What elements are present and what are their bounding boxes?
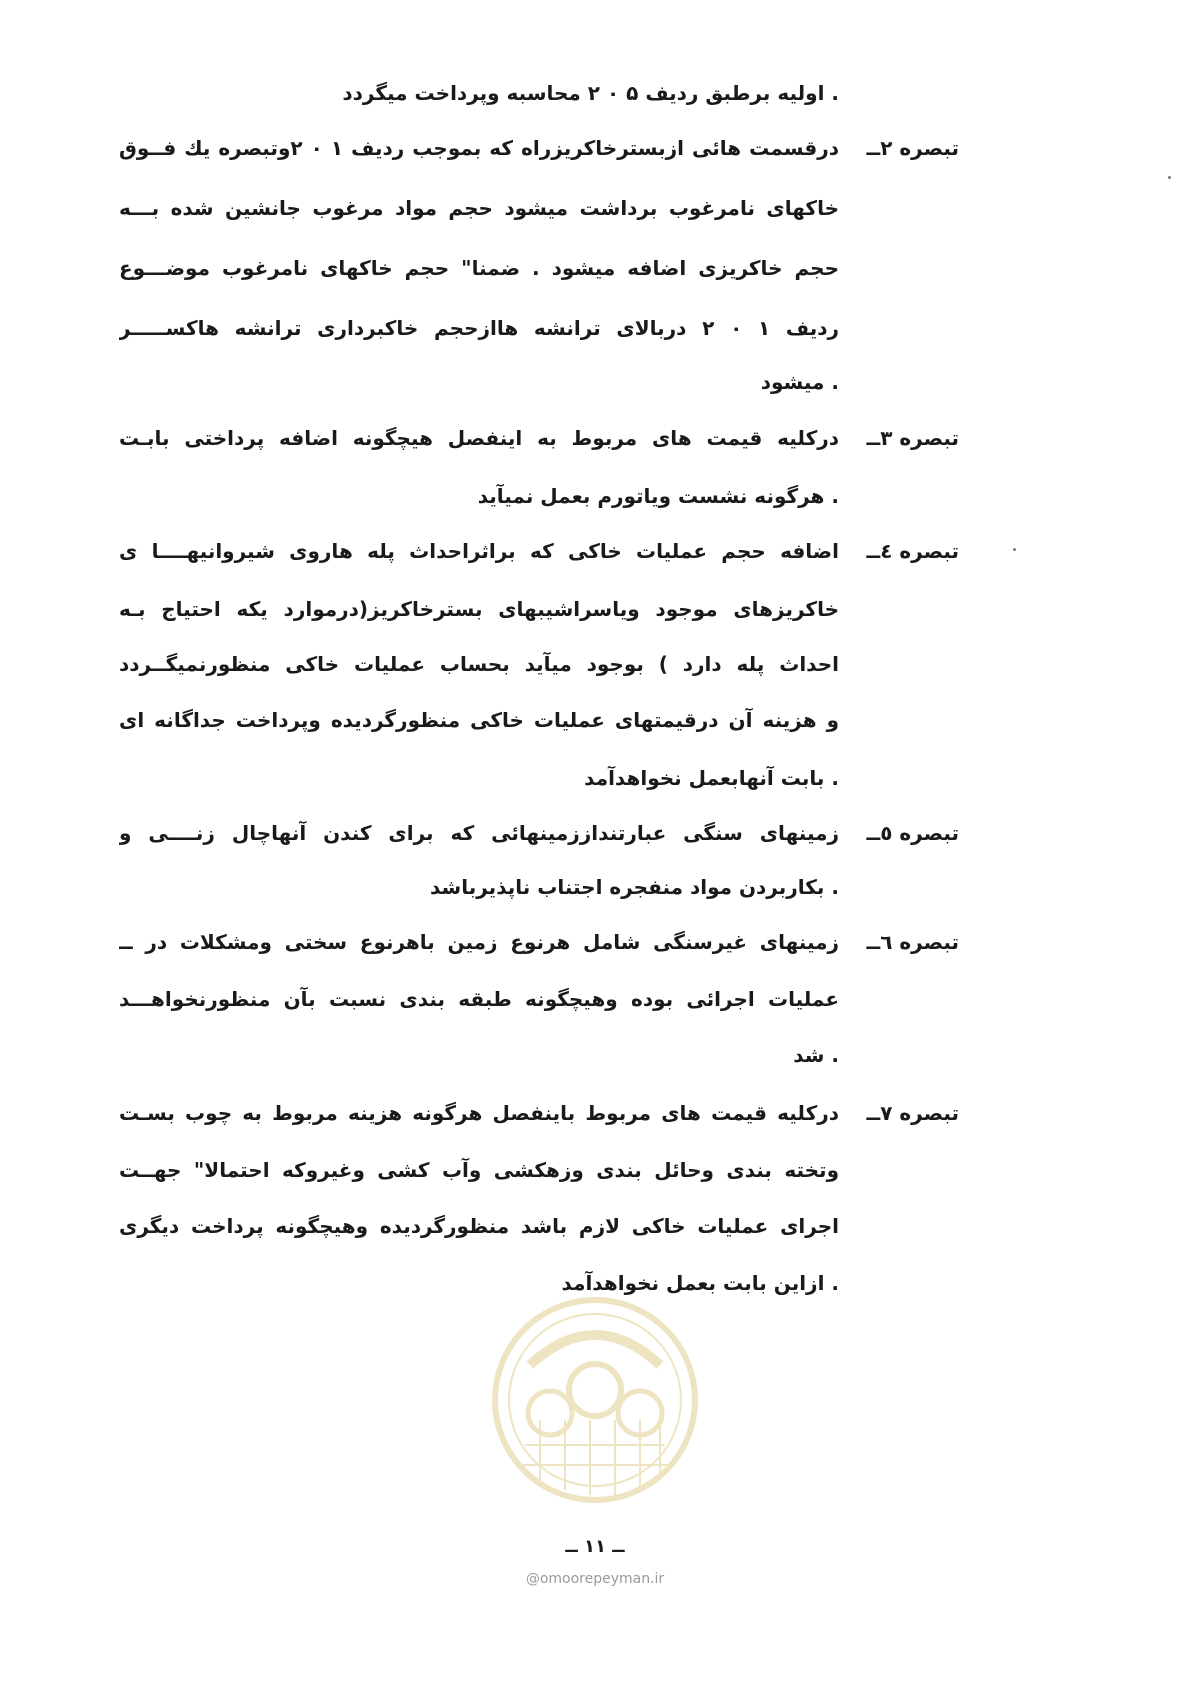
note-label-4: تبصره ٤ــ — [866, 539, 959, 563]
note-6-line-3: شد . — [793, 1043, 839, 1067]
scan-speck — [1013, 548, 1016, 551]
note-4-line-2: خاکریزهای موجود ویاسراشیبهای بسترخاکریز(درموارد یکه احتیاج بـه — [119, 597, 839, 621]
note-2-line-2: خاکهای نامرغوب برداشت میشود حجم مواد مرغوب جانشین شده بـــه — [119, 196, 839, 220]
note-label-5: تبصره ٥ــ — [866, 821, 959, 845]
note-7-line-3: اجرای عملیات خاکی لازم باشد منظورگردیده وهیچگونه پرداخت دیگری — [119, 1214, 839, 1238]
note-4-line-4: و هزینه آن درقیمتهای عملیات خاکی منظورگردیده وپرداخت جداگانه ای — [119, 708, 839, 732]
note-4-line-1: اضافه حجم عملیات خاکی که براثراحداث پله هاروی شیروانیهــــا ی — [119, 539, 839, 563]
note-label-3: تبصره ۳ــ — [866, 426, 959, 450]
note-label-2: تبصره ۲ــ — [866, 136, 959, 160]
note-4-line-5: بابت آنهابعمل نخواهدآمد . — [584, 766, 839, 790]
note-label-6: تبصره ٦ــ — [866, 930, 959, 954]
note-4-line-3: احداث پله دارد ) بوجود میآید بحساب عملیات خاکی منظورنمیگــردد — [119, 652, 839, 676]
intro-line: اولیه برطبق ردیف ۵ ۰ ۲ محاسبه وپرداخت میگردد . — [342, 81, 839, 105]
page-number: ــ ۱۱ ــ — [565, 1536, 625, 1557]
note-2-line-5: میشود . — [760, 370, 839, 394]
note-5-line-1: زمینهای سنگی عبارتنداززمینهائی که برای کندن آنهاچال زنــــی و — [119, 821, 839, 845]
scan-speck — [1168, 176, 1171, 179]
note-2-line-1: درقسمت هائی ازبسترخاکریزراه که بموجب ردیف ۱ ۰ ۲وتبصره یك فــوق — [119, 136, 839, 160]
note-7-line-2: وتخته بندی وحائل بندی وزهکشی وآب کشی وغیروکه احتمالا" جهــت — [119, 1158, 839, 1182]
note-2-line-4: ردیف ۱ ۰ ۲ دربالای ترانشه هاازحجم خاکبرداری ترانشه هاکســـــر — [119, 316, 839, 340]
note-3-line-2: هرگونه نشست ویاتورم بعمل نمیآید . — [477, 484, 839, 508]
note-label-7: تبصره ٧ــ — [866, 1101, 959, 1125]
seal-icon — [490, 1295, 700, 1505]
note-5-line-2: بکاربردن مواد منفجره اجتناب ناپذیرباشد . — [430, 875, 839, 899]
note-7-line-4: ازاین بابت بعمل نخواهدآمد . — [561, 1271, 839, 1295]
note-3-line-1: درکلیه قیمت های مربوط به اینفصل هیچگونه اضافه پرداختی بابـت — [119, 426, 839, 450]
note-7-line-1: درکلیه قیمت های مربوط باینفصل هرگونه هزینه مربوط به چوب بسـت — [119, 1101, 839, 1125]
note-6-line-1: زمینهای غیرسنگی شامل هرنوع زمین باهرنوع سختی ومشکلات در ــ — [119, 930, 839, 954]
watermark-url: @omoorepeyman.ir — [525, 1571, 665, 1587]
note-2-line-3: حجم خاکریزی اضافه میشود . ضمنا" حجم خاکهای نامرغوب موضـــوع — [119, 256, 839, 280]
note-6-line-2: عملیات اجرائی بوده وهیچگونه طبقه بندی نسبت بآن منظورنخواهـــد — [119, 987, 839, 1011]
